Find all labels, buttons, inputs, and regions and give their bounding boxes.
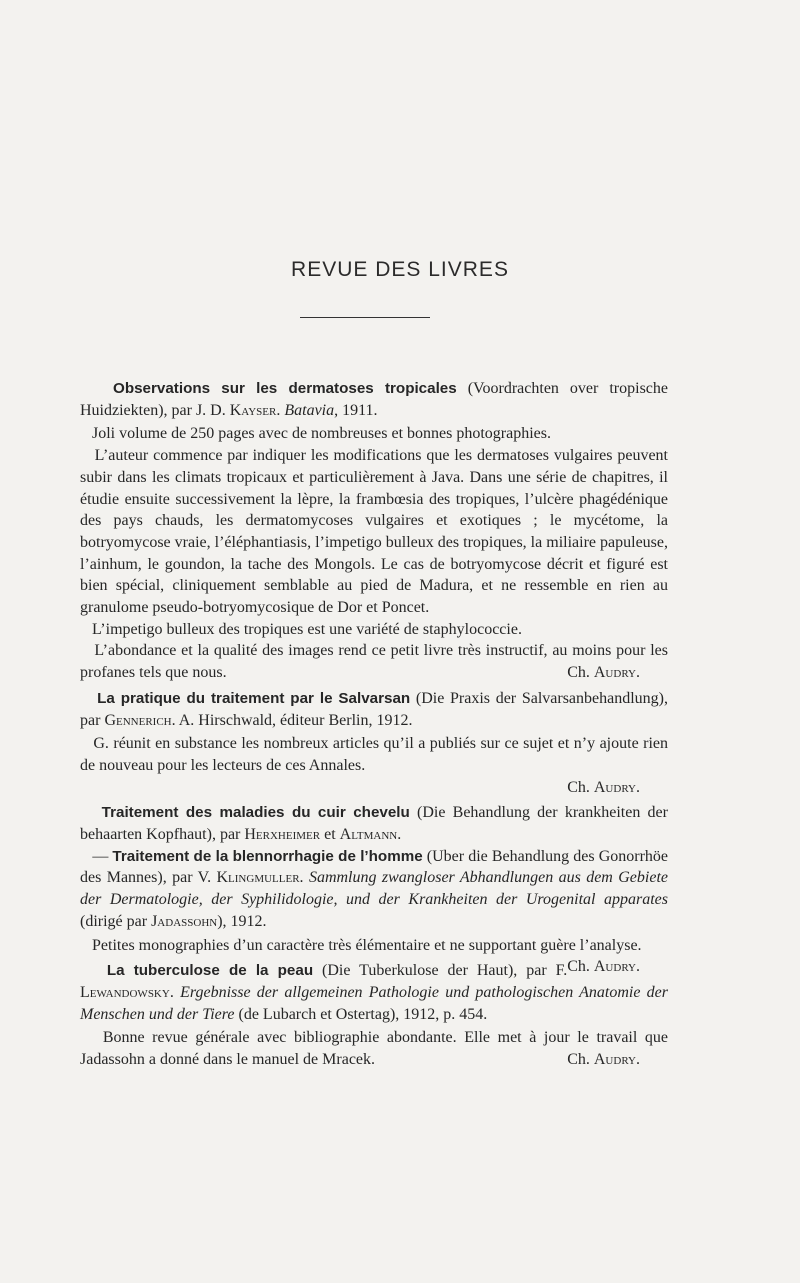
review-1-title: Observations sur les dermatoses tropicales (113, 380, 457, 397)
review-5-para-1: Bonne revue générale avec bibliographie abondante. Elle met à jour le travail que Jadassohn a donné dans le manuel de Mracek. Ch. Audry. (80, 1027, 668, 1070)
title-rule (300, 317, 430, 318)
review-4-director: Jadassohn (151, 912, 218, 930)
review-5-signature: Ch. Audry. (567, 1051, 640, 1069)
review-1-para-4: L’abondance et la qualité des images rend ce petit livre très instructif, au moins pour les profanes tels que nous. Ch. Audry. (80, 640, 668, 683)
review-3-author-1: Herxheimer (244, 826, 321, 844)
review-5-heading: La tuberculose de la peau (Die Tuberkulose der Haut), par F. Lewandowsky. Ergebnisse der allgemeinen Pathologie und pathologischen Anatomie der Menschen und der Tiere (de Lubarch et Ostertag), 1912, p. 454. (80, 962, 669, 1023)
review-1-para-3: L’impetigo bulleux des tropiques est une variété de staphylococcie. (92, 620, 522, 638)
review-3-heading: Traitement des maladies du cuir chevelu (Die Behandlung der krankheiten der behaarten Kopfhaut), par Herxheimer et Altmann. (80, 804, 668, 844)
review-3-title: Traitement des maladies du cuir chevelu (101, 804, 410, 822)
review-3-author-2: Altmann (339, 826, 398, 844)
review-4-heading: — Traitement de la blennorrhagie de l’homme (Uber die Behandlung des Gonorrhöe des Mannes), par V. Klingmuller. Sammlung zwangloser Abhandlungen aus dem Gebiete der Dermatologie, der Syphilidologie, und der Krankheiten der Urogenital apparates (dirigé par Jadassohn), 1912. (80, 847, 669, 930)
review-5-title: La tuberculose de la peau (106, 962, 314, 980)
review-2-author: Gennerich (104, 711, 172, 729)
review-1-signature: Ch. Audry. (567, 664, 640, 682)
review-4-para-1: Petites monographies d’un caractère très élémentaire et ne supportant guère l’analyse. Ch. Audry. (80, 935, 668, 957)
review-2-para-1: G. réunit en substance les nombreux articles qu’il a publiés sur ce sujet et n’y ajoute rien de nouveau pour les lecteurs de ces Annales. (80, 735, 668, 774)
page-title: REVUE DES LIVRES (291, 258, 509, 281)
review-4-author: Klingmuller (216, 869, 300, 887)
review-2-signature: Ch. Audry. (567, 778, 640, 796)
review-4-signature: Ch. Audry. (567, 958, 640, 976)
review-4-title: Traitement de la blennorrhagie de l’homme (112, 847, 423, 865)
review-1-para-2: L’auteur commence par indiquer les modifications que les dermatoses vulgaires peuvent subir dans les climats tropicaux et particulièrement à Java. Dans une série de chapitres, il étudie ensuite successivement la lèpre, la frambœsia des tropiques, l’ulcère phagédénique des pays chauds, les dermatomycoses vulgaires et exotiques ; le mycétome, la botryomycose vraie, l’éléphantiasis, l’impetigo bulleux des tropiques, la miliaire papuleuse, l’ainhum, le goundon, la tache des Mongols. Le cas de botryomycose décrit et figuré est bien spécial, cliniquement semblable au pied de Madura, et ne ressemble en rien au granulome pseudo-botryomycosique de Dor et Poncet. (80, 447, 669, 617)
review-2-heading: La pratique du traitement par le Salvarsan (Die Praxis der Salvarsanbehandlung), par Gennerich. A. Hirschwald, éditeur Berlin, 1912. (80, 689, 668, 729)
review-1-publisher: Batavia (284, 401, 335, 419)
review-2-title: La pratique du traitement par le Salvarsan (97, 689, 411, 707)
review-text (80, 378, 668, 1071)
review-1-heading: Observations sur les dermatoses tropicales (Voordrachten over tropische Huidziekten), par J. D. Kayser. Batavia, 1911. (80, 380, 669, 419)
review-5-work: Ergebnisse der allgemeinen Pathologie und pathologischen Anatomie der Menschen und der Tiere (80, 983, 669, 1023)
review-5-author: Lewandowsky (80, 983, 170, 1001)
review-1-para-1: Joli volume de 250 pages avec de nombreuses et bonnes photographies. (92, 425, 551, 443)
review-4-series: Sammlung zwangloser Abhandlungen aus dem Gebiete der Dermatologie, der Syphilidologie, und der Krankheiten der Urogenital apparates (80, 869, 668, 909)
review-1-author: Kayser (229, 401, 277, 419)
